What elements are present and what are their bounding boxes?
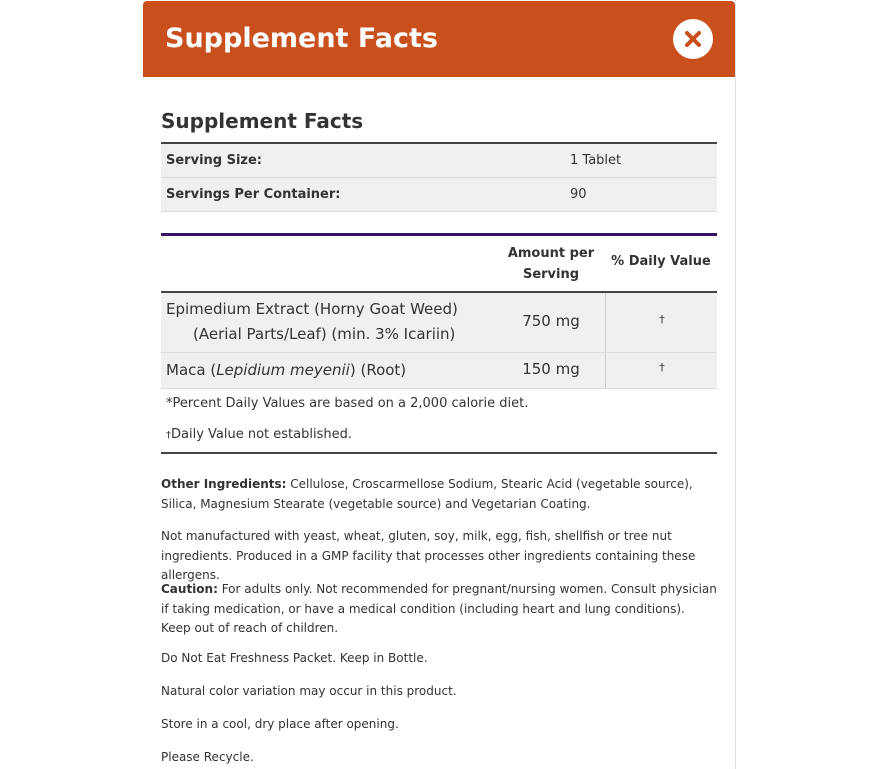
dagger-mark: † [659, 313, 665, 326]
allergen-statement: Not manufactured with yeast, wheat, gluten, soy, milk, egg, fish, shellfish or tree nut ingredients. Produced in a GMP facility that processes other ingredients containing these allergens. [161, 529, 696, 582]
serving-size-label: Serving Size: [166, 153, 263, 168]
freshness-statement: Do Not Eat Freshness Packet. Keep in Bottle. [161, 651, 428, 665]
daily-value-header: % Daily Value [611, 254, 711, 269]
ingredient-name-line2: (Aerial Parts/Leaf) (min. 3% Icariin) [193, 325, 456, 343]
close-button[interactable] [673, 19, 713, 59]
ingredient-daily-value [605, 293, 718, 352]
color-variation-statement: Natural color variation may occur in this product. [161, 684, 457, 698]
ingredients-table [161, 233, 717, 389]
facts-heading: Supplement Facts [161, 109, 364, 133]
other-ingredients-text: Cellulose, Croscarmellose Sodium, Stearic Acid (vegetable source), Silica, Magnesium Stearate (vegetable source) and Vegetarian Coating. [161, 477, 693, 511]
ingredient-name [166, 297, 466, 347]
caution-label: Caution: [161, 582, 218, 596]
footnote-dagger [166, 427, 352, 442]
amount-per-serving-header [496, 243, 606, 285]
ingredient-amount: 150 mg [522, 360, 580, 378]
other-ingredients-label: Other Ingredients: [161, 477, 287, 491]
caution-statement [161, 580, 717, 639]
supplement-facts-modal [143, 0, 736, 769]
ingredient-amount: 750 mg [522, 312, 580, 330]
recycle-statement: Please Recycle. [161, 750, 254, 764]
servings-per-container-label: Servings Per Container: [166, 187, 341, 202]
modal-title: Supplement Facts [165, 23, 438, 54]
ingredient-name-line1: Epimedium Extract (Horny Goat Weed) [166, 300, 458, 318]
footnote-percent: *Percent Daily Values are based on a 2,000 calorie diet. [166, 396, 529, 411]
amount-header-line1: Amount per [507, 246, 595, 261]
ingredient-name-suffix: ) (Root) [349, 361, 407, 379]
dagger-mark: † [659, 361, 665, 374]
other-ingredients [161, 475, 717, 514]
close-icon [684, 30, 702, 48]
ingredient-name [166, 358, 406, 383]
amount-header-line2: Serving [522, 267, 580, 282]
ingredient-name-prefix: Maca ( [166, 361, 217, 379]
dagger-symbol: † [166, 430, 171, 441]
table-row [161, 353, 717, 389]
footnote-dagger-text: Daily Value not established. [171, 427, 352, 442]
ingredient-latin-name: Lepidium meyenii [216, 361, 350, 379]
ingredient-daily-value [605, 353, 718, 388]
servings-per-container-row [161, 178, 717, 212]
caution-text: For adults only. Not recommended for pregnant/nursing women. Consult physician if taking medication, or have a medical condition (including heart and lung conditions). Keep out of reach of children. [161, 582, 717, 635]
serving-size-value: 1 Tablet [570, 153, 622, 168]
ingredients-table-header [161, 236, 717, 293]
modal-header [143, 1, 735, 77]
storage-statement: Store in a cool, dry place after opening. [161, 717, 399, 731]
table-bottom-divider [161, 452, 717, 454]
table-row [161, 293, 717, 353]
servings-per-container-value: 90 [570, 187, 587, 202]
serving-size-row [161, 144, 717, 178]
serving-table [161, 142, 717, 212]
